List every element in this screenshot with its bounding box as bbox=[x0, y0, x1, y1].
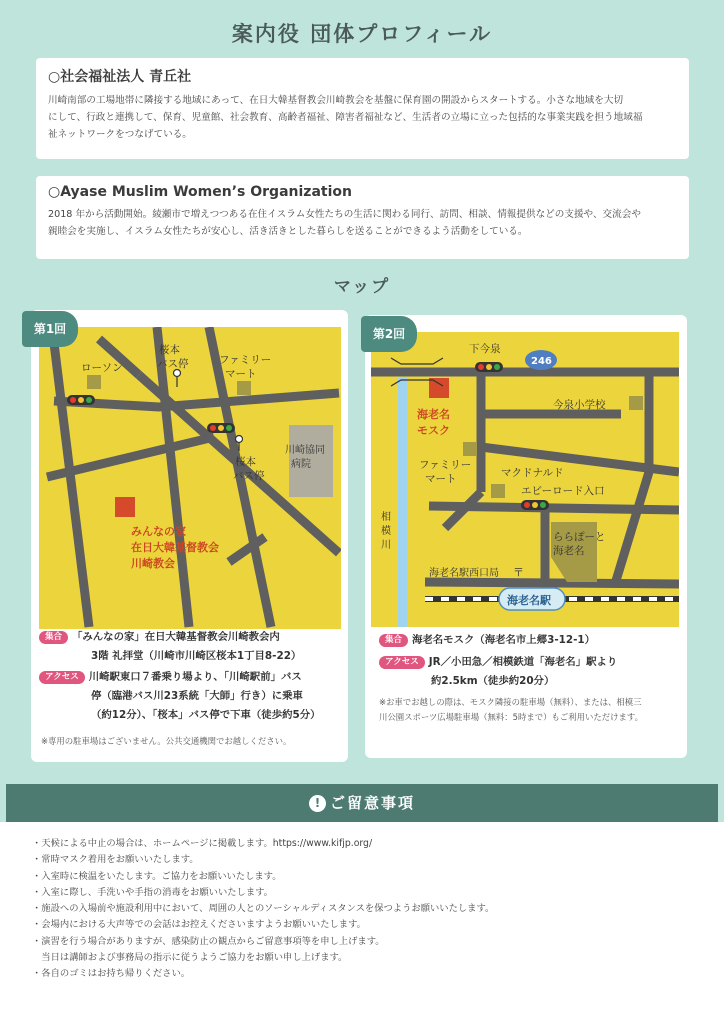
notice-item: ・演習を行う場合がありますが、感染防止の観点からご留意事項等を申し上げます。 bbox=[32, 935, 385, 947]
notice-list bbox=[32, 836, 692, 983]
shimoimaizumi-label: 下今泉 bbox=[469, 343, 501, 355]
family-mart-label: ファミリー bbox=[419, 459, 472, 471]
traffic-light-icon bbox=[67, 395, 95, 405]
meeting-tag: 集合 bbox=[39, 631, 68, 644]
access-text: 川崎駅東口７番乗り場より、「川崎駅前」バス bbox=[88, 671, 302, 683]
map-1 bbox=[39, 327, 341, 629]
school-marker bbox=[629, 396, 643, 410]
org-description-line: 親睦会を実施し、イスラム女性たちが安心し、活き活きとした暮らしを送ることができるよう活動をしている。 bbox=[48, 226, 528, 237]
lalaport-label: 海老名 bbox=[553, 545, 585, 557]
org-name: ○Ayase Muslim Women’s Organization bbox=[48, 184, 352, 200]
meeting-place: 「みんなの家」在日大韓基督教会川崎教会内 bbox=[72, 631, 280, 643]
access-text: JR／小田急／相模鉄道「海老名」駅より bbox=[428, 656, 618, 668]
route-number: 246 bbox=[531, 356, 552, 367]
traffic-light-icon bbox=[207, 423, 235, 433]
map-card-session-1 bbox=[31, 310, 348, 762]
map-2 bbox=[371, 332, 679, 627]
session-badge: 第1回 bbox=[22, 311, 78, 347]
access-text: （約12分）、「桜本」バス停で下車（徒歩約5分） bbox=[91, 709, 321, 721]
meeting-info bbox=[39, 628, 344, 666]
map-card-session-2 bbox=[365, 315, 687, 758]
mcdonalds-marker bbox=[491, 484, 505, 498]
page-title: 案内役 団体プロフィール bbox=[231, 22, 493, 46]
notice-item: ・天候による中止の場合は、ホームページに掲載します。https://www.kifjp.org/ bbox=[32, 838, 373, 849]
notice-header bbox=[6, 784, 718, 822]
notice-item: ・各自のゴミはお持ち帰りください。 bbox=[32, 968, 191, 980]
station-label: 海老名駅 bbox=[507, 594, 551, 607]
org-description-line: にして、行政と連携して、保育、児童館、社会教育、高齢者福祉、障害者福祉など、生活者の立場に立った包括的な事業実践を担う地域福 bbox=[48, 112, 643, 123]
church-label: 在日大韓基督教会 bbox=[131, 541, 219, 554]
family-mart-marker bbox=[463, 442, 477, 456]
exclamation-icon: ! bbox=[309, 795, 326, 812]
church-label: みんなの家 bbox=[131, 525, 186, 538]
traffic-light-icon bbox=[475, 362, 503, 372]
post-office-label: 海老名駅西口局 bbox=[429, 568, 499, 579]
org-description bbox=[48, 92, 677, 143]
meeting-tag: 集合 bbox=[379, 634, 408, 647]
access-info bbox=[39, 668, 344, 725]
sakuramoto-bus-stop-label: 桜本 bbox=[235, 456, 256, 468]
notice-item: ・入室に際し、手洗いや手指の消毒をお願いいたします。 bbox=[32, 886, 273, 898]
access-info bbox=[379, 653, 684, 691]
map-section-title: マップ bbox=[333, 277, 391, 297]
family-mart-marker bbox=[237, 381, 251, 395]
sakuramoto-bus-stop-label: バス停 bbox=[157, 358, 189, 370]
org-description-line: 2018 年から活動開始。綾瀬市で増えつつある在住イスラム女性たちの生活に関わる同行、訪問、相談、情報提供などの支援や、交流会や bbox=[48, 209, 641, 220]
notice-item: 当日は講師および事務局の指示に従うようご協力をお願い申し上げます。 bbox=[32, 952, 348, 964]
lawson-marker bbox=[87, 375, 101, 389]
sakuramoto-bus-stop-label: バス停 bbox=[233, 470, 265, 482]
org-profile-card-ayase bbox=[36, 176, 689, 259]
org-description-line: 川崎南部の工場地帯に隣接する地域にあって、在日大韓基督教会川崎教会を基盤に保育園の開設からスタートする。小さな地域を大切 bbox=[48, 95, 624, 106]
river-label: 相 bbox=[381, 512, 391, 523]
session-badge: 第2回 bbox=[361, 316, 417, 352]
family-mart-label: ファミリー bbox=[219, 354, 272, 366]
hospital-label: 病院 bbox=[291, 459, 311, 470]
post-office-icon: 〒 bbox=[513, 566, 524, 579]
parking-note bbox=[379, 695, 684, 725]
parking-note-line: 川公園スポーツ広場駐車場（無料：5時まで）もご利用いただけます。 bbox=[379, 712, 643, 722]
mosque-marker bbox=[429, 378, 449, 398]
traffic-light-icon bbox=[521, 500, 549, 510]
river bbox=[398, 377, 407, 627]
parking-note: ※専用の駐車場はございません。公共交通機関でお越しください。 bbox=[41, 736, 292, 746]
family-mart-label: マート bbox=[425, 473, 457, 485]
river-label: 川 bbox=[381, 540, 391, 551]
access-tag: アクセス bbox=[379, 656, 425, 669]
ebi-road-label: エビーロード入口 bbox=[521, 485, 605, 497]
church-label: 川崎教会 bbox=[131, 557, 175, 570]
access-text: 約2.5km（徒歩約20分） bbox=[431, 675, 555, 687]
notice-item: ・会場内における大声等での会話はお控えくださいますようお願いいたします。 bbox=[32, 919, 366, 931]
access-tag: アクセス bbox=[39, 671, 85, 684]
hospital-label: 川崎協同 bbox=[285, 445, 325, 456]
notice-item: ・施設への入場前や施設利用中において、周囲の人とのソーシャルディスタンスを保つようお願いいたします。 bbox=[32, 903, 495, 915]
org-description-line: 祉ネットワークをつなげている。 bbox=[48, 129, 192, 140]
school-label: 今泉小学校 bbox=[553, 399, 606, 411]
route-shield-icon bbox=[525, 350, 557, 370]
river-label: 模 bbox=[381, 526, 391, 537]
org-description bbox=[48, 206, 677, 240]
org-name: ○社会福祉法人 青丘社 bbox=[48, 69, 192, 85]
lawson-label: ローソン bbox=[81, 362, 123, 374]
meeting-info bbox=[379, 631, 684, 650]
meeting-place: 海老名モスク（海老名市上郷3-12-1） bbox=[412, 634, 596, 646]
notice-item: ・常時マスク着用をお願いいたします。 bbox=[32, 854, 199, 866]
church-marker bbox=[115, 497, 135, 517]
access-text: 停（臨港バス川23系統「大師」行き）に乗車 bbox=[91, 690, 303, 702]
station-marker bbox=[499, 588, 565, 610]
org-profile-card-seikyusha bbox=[36, 58, 689, 159]
parking-note-line: ※お車でお越しの際は、モスク隣接の駐車場（無料）、または、相模三 bbox=[379, 697, 642, 707]
meeting-address: 3階 礼拝堂（川崎市川崎区桜本1丁目8-22） bbox=[91, 650, 302, 662]
mosque-label: モスク bbox=[417, 424, 450, 437]
lalaport-label: ららぽーと bbox=[553, 531, 606, 543]
mcdonalds-label: マクドナルド bbox=[501, 467, 564, 479]
sakuramoto-bus-stop-label: 桜本 bbox=[159, 344, 180, 356]
notice-item: ・入室時に検温をいたします。ご協力をお願いいたします。 bbox=[32, 870, 282, 882]
notice-title: ご留意事項 bbox=[329, 794, 415, 812]
mosque-label: 海老名 bbox=[417, 408, 450, 421]
family-mart-label: マート bbox=[225, 368, 257, 380]
